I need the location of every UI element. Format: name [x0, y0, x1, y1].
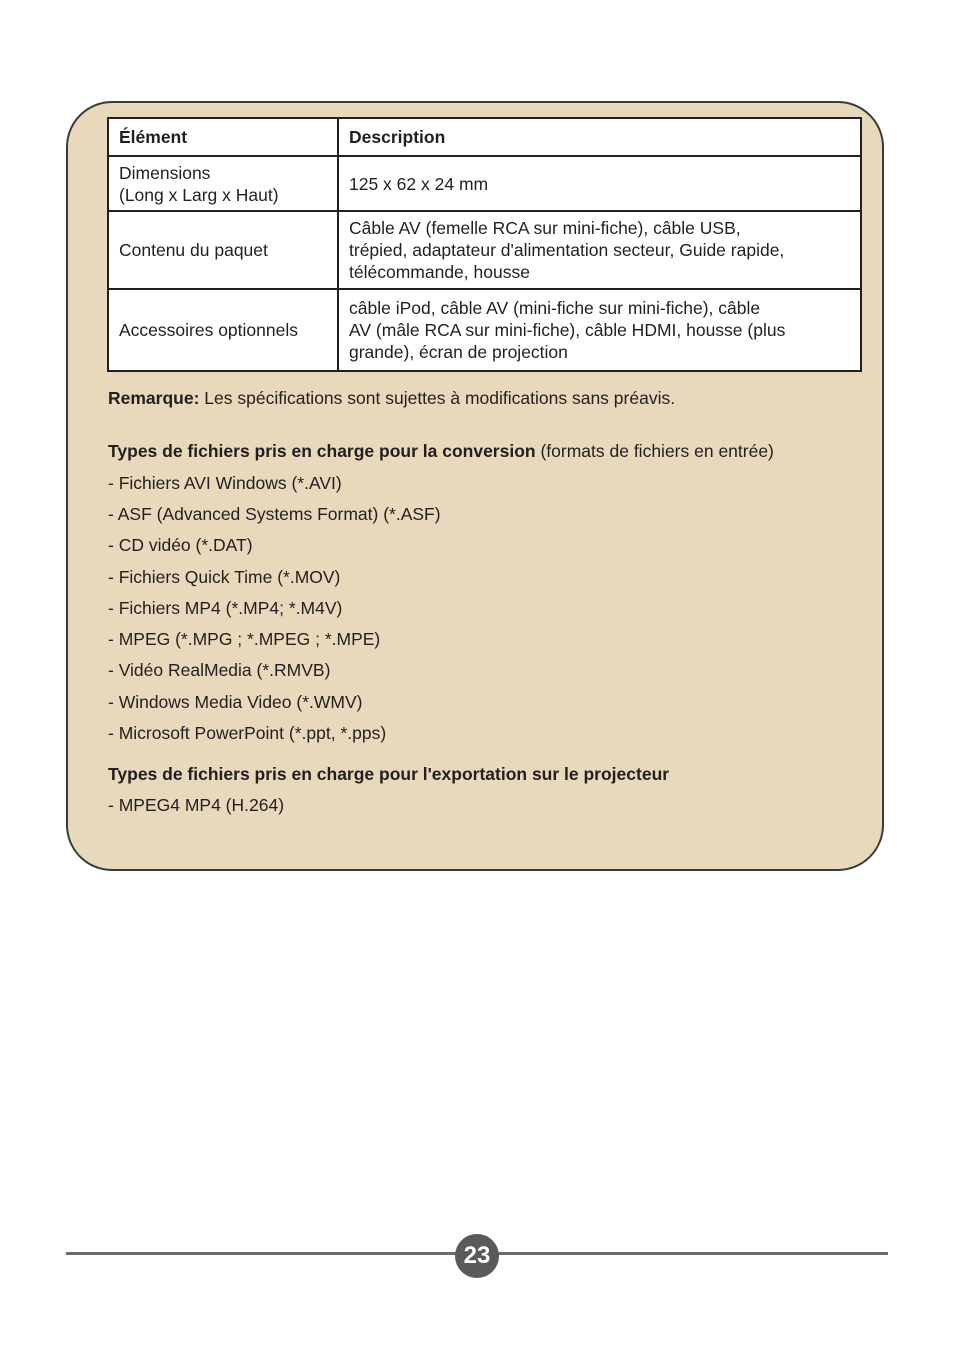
list-item: - MPEG4 MP4 (H.264)	[108, 795, 285, 815]
conversion-heading: Types de fichiers pris en charge pour la conversion (formats de fichiers en entrée)	[108, 441, 774, 461]
note: Remarque: Les spécifications sont sujettes à modifications sans préavis.	[108, 388, 676, 408]
list-item: - CD vidéo (*.DAT)	[108, 535, 253, 555]
row-item: Dimensions (Long x Larg x Haut)	[108, 156, 338, 211]
list-item: - ASF (Advanced Systems Format) (*.ASF)	[108, 504, 441, 524]
list-item: - Fichiers Quick Time (*.MOV)	[108, 567, 341, 587]
header-description: Description	[338, 118, 861, 156]
row-description: 125 x 62 x 24 mm	[338, 156, 861, 211]
row-item: Contenu du paquet	[108, 211, 338, 289]
row-item: Accessoires optionnels	[108, 289, 338, 371]
list-item: - Fichiers MP4 (*.MP4; *.M4V)	[108, 598, 343, 618]
list-item: - Vidéo RealMedia (*.RMVB)	[108, 660, 331, 680]
table-row	[108, 156, 861, 211]
export-heading: Types de fichiers pris en charge pour l'exportation sur le projecteur	[108, 764, 670, 784]
list-item: - Microsoft PowerPoint (*.ppt, *.pps)	[108, 723, 387, 743]
table-header-row	[108, 118, 861, 156]
list-item: - Fichiers AVI Windows (*.AVI)	[108, 473, 342, 493]
page-number: 23	[455, 1234, 499, 1278]
list-item: - Windows Media Video (*.WMV)	[108, 692, 363, 712]
spec-table	[107, 117, 862, 372]
table-row	[108, 289, 861, 371]
list-item: - MPEG (*.MPG ; *.MPEG ; *.MPE)	[108, 629, 381, 649]
row-description: Câble AV (femelle RCA sur mini-fiche), câble USB, trépied, adaptateur d'alimentation secteur, Guide rapide, télécommande, housse	[338, 211, 861, 289]
row-description: câble iPod, câble AV (mini-fiche sur mini-fiche), câble AV (mâle RCA sur mini-fiche), câble HDMI, housse (plus grande), écran de projection	[338, 289, 861, 371]
header-element: Élément	[108, 118, 338, 156]
table-row	[108, 211, 861, 289]
